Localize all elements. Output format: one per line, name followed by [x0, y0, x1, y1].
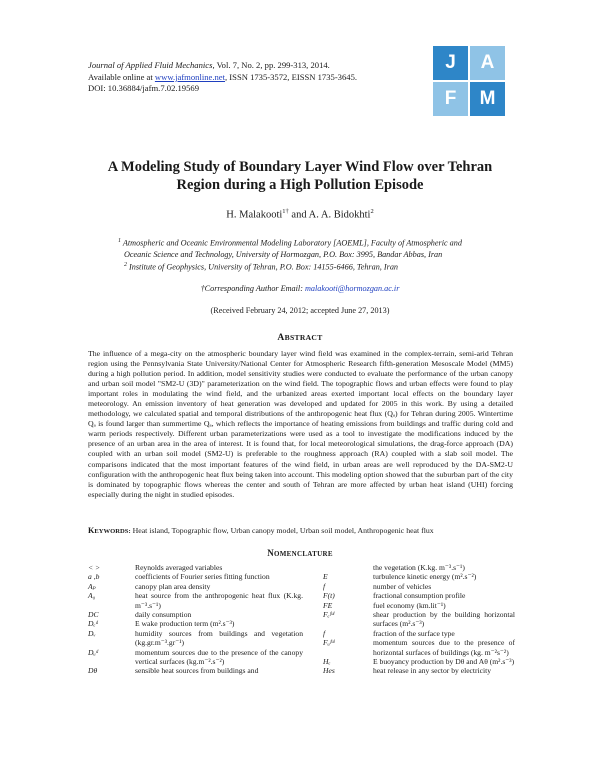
nomenclature-symbol: f — [323, 581, 326, 591]
nomenclature-symbol: Hes — [323, 666, 335, 676]
nomenclature-symbol: Dᵤᵈ — [88, 647, 99, 657]
nomenclature-entry — [323, 582, 515, 591]
affiliation-2-mark: 2 — [124, 261, 127, 268]
nomenclature-definition: fraction of the surface type — [373, 628, 455, 638]
nomenclature-entry — [88, 591, 303, 610]
nomenclature-left-column — [88, 563, 303, 676]
nomenclature-symbol: Hₑ — [323, 657, 331, 667]
abstract-text: The influence of a mega-city on the atmospheric boundary layer wind field was examined in the complex-terrain, semi-arid Tehran region using the Pennsylvania State University/National Center for Atmospheric Research fifth-generation Mesoscale Model (MM5) during a high pollution period. In addition, model sensitivity studies were conducted to evaluate the performance of the urban canopy and urban soil model "SM2-U (3D)" parameterization on the wind field. The topographic flows and urban effects were found to play important roles in modulating the wind field, and the urbanized areas exerted important local effects on the boundary layer meteorology. An emission inventory of heat generation was developed and updated for 2005 in this work. By using a detailed methodology, we calculated spatial and temporal distributions of the anthropogenic heat flux (Qₐ) for Tehran during 2005. Wintertime Qₐ is found larger than summertime Qₐ, which reflects the importance of heating emissions from buildings and traffic during cold and warm periods respectively. Different urban parameterizations were used as a tool to investigate the modifications induced by the presence of an urban area in the area of interest. It is found that, for local meteorological simulations, the drag-force approach (DA) coupled with an urban soil model (SM2-U) is preferable to the roughness approach (RA) coupled with a slab soil model. The comparisons indicated that the most important features of the wind field, in urban areas are well reproduced by the DA-SM2-U configuration with the anthropogenic heat flux being taken into account. This modeling option showed that the suburban part of the city is dominated by topographic flows whereas the center and south of Tehran are more affected by urban heat island (UHI) forcing especially during the night in studied episodes. — [88, 349, 513, 499]
nomenclature-symbol: Dθ — [88, 666, 98, 676]
received-dates: (Received February 24, 2012; accepted June 27, 2013) — [210, 306, 390, 315]
nomenclature-entry — [323, 572, 515, 581]
nomenclature-entry — [88, 610, 303, 619]
logo-tile-f: F — [433, 82, 468, 116]
nomenclature-right-column — [323, 563, 515, 676]
nomenclature-definition: fractional consumption profile — [373, 591, 466, 601]
nomenclature-definition: Reynolds averaged variables — [135, 563, 223, 572]
authors — [0, 208, 600, 221]
affiliation-1 — [118, 236, 508, 249]
nomenclature-entry — [88, 648, 303, 667]
nomenclature-heading-initial: N — [267, 548, 274, 558]
nomenclature-entry — [323, 610, 515, 629]
nomenclature-definition: number of vehicles — [373, 581, 432, 591]
journal-header — [88, 60, 428, 95]
nomenclature-symbol — [323, 563, 373, 572]
nomenclature-definition: sensible heat sources from buildings and — [135, 666, 259, 676]
nomenclature-heading — [0, 548, 600, 558]
nomenclature-definition: daily consumption — [135, 610, 192, 620]
nomenclature-symbol: F(t) — [323, 591, 335, 601]
author-1: H. Malakooti — [226, 209, 283, 221]
nomenclature-heading-rest: OMENCLATURE — [274, 550, 333, 558]
nomenclature-entry — [323, 563, 515, 572]
corresponding-label: †Corresponding Author Email: — [200, 284, 305, 293]
author-2: and A. A. Bidokhti — [288, 209, 371, 221]
doi: DOI: 10.36884/jafm.7.02.19569 — [88, 83, 199, 93]
journal-citation — [88, 60, 428, 72]
nomenclature-symbol: a ,b — [88, 572, 100, 582]
available-prefix: Available online at — [88, 71, 155, 82]
nomenclature-entry — [88, 619, 303, 628]
nomenclature-definition: humidity sources from buildings and vegetation (kg.gr.m⁻³.gr⁻¹) — [135, 628, 303, 648]
nomenclature-symbol: f — [323, 628, 326, 638]
nomenclature-symbol: Aₚ — [88, 581, 96, 591]
nomenclature-definition: heat source from the anthropogenic heat flux (K.kg. m⁻³.s⁻¹) — [135, 591, 303, 610]
logo-tile-a: A — [470, 46, 505, 80]
nomenclature-symbol: Dᵥ — [88, 628, 96, 638]
nomenclature-symbol: Fₑᶠᵘˡ — [323, 610, 335, 620]
nomenclature-entry — [323, 591, 515, 600]
nomenclature-symbol: A₀ — [88, 591, 96, 601]
nomenclature-symbol: DC — [88, 610, 99, 620]
paper-title — [60, 158, 540, 194]
issn: , ISSN 1735-3572, EISSN 1735-3645. — [225, 71, 358, 82]
corresponding-author — [0, 284, 600, 293]
title-line-2: Region during a High Pollution Episode — [176, 177, 424, 193]
nomenclature-symbol: < > — [88, 563, 101, 572]
keywords-text: Heat island, Topographic flow, Urban canopy model, Urban soil model, Anthropogenic heat flux — [130, 526, 434, 535]
nomenclature-symbol: FE — [323, 600, 333, 610]
keywords-label-rest: EYWORDS: — [94, 528, 131, 535]
affiliations — [118, 236, 508, 272]
nomenclature-definition: coefficients of Fourier series fitting function — [135, 572, 270, 582]
nomenclature-definition: E wake production term (m².s⁻³) — [135, 619, 235, 629]
nomenclature-definition: momentum sources due to the presence of horizontal surfaces of buildings (kg. m⁻²s⁻²) — [373, 638, 515, 657]
logo-tile-j: J — [433, 46, 468, 80]
keywords-label — [88, 526, 131, 535]
nomenclature-symbol: E — [323, 572, 328, 582]
author-1-mark: 1† — [282, 208, 289, 215]
keywords — [88, 526, 513, 537]
nomenclature-symbol: Dₑᵈ — [88, 619, 98, 629]
nomenclature-entry — [323, 629, 515, 638]
nomenclature-definition: shear production by the building horizontal surfaces (m².s⁻³) — [373, 610, 515, 629]
affiliation-1-line-2: Oceanic Science and Technology, University of Hormozgan, P.O. Box: 3995, Bandar Abbas, Iran — [124, 249, 443, 259]
journal-name: Journal of Applied Fluid Mechanics — [88, 60, 213, 70]
nomenclature-entry — [88, 572, 303, 581]
abstract-heading-initial: A — [277, 333, 285, 343]
nomenclature-entry — [88, 582, 303, 591]
nomenclature-definition: turbulence kinetic energy (m².s⁻²) — [373, 572, 477, 582]
abstract-heading — [0, 333, 600, 343]
nomenclature-entry — [323, 601, 515, 610]
nomenclature-entry — [323, 657, 515, 666]
keywords-label-initial: K — [88, 526, 95, 535]
nomenclature-entry — [323, 638, 515, 657]
nomenclature-symbol: Fᵤᶠᵘˡ — [323, 638, 335, 648]
nomenclature-definition: heat release in any sector by electricity — [373, 666, 492, 676]
corresponding-email[interactable]: malakooti@hormozgan.ac.ir — [304, 284, 400, 293]
nomenclature-definition: the vegetation (K.kg. m⁻³.s⁻¹) — [373, 563, 465, 572]
journal-volume: , Vol. 7, No. 2, pp. 299-313, 2014. — [212, 60, 330, 70]
nomenclature-entry — [88, 563, 303, 572]
logo-tile-m: M — [470, 82, 505, 116]
availability-line — [88, 72, 428, 84]
nomenclature-definition: canopy plan area density — [135, 581, 211, 591]
abstract-heading-rest: BSTRACT — [284, 333, 323, 342]
affiliation-2-text: Institute of Geophysics, University of Tehran, P.O. Box: 14155-6466, Tehran, Iran — [127, 262, 399, 272]
nomenclature-entry — [88, 629, 303, 648]
jafm-logo — [433, 46, 507, 118]
affiliation-1-mark: 1 — [118, 238, 121, 244]
affiliation-1-line-1: Atmospheric and Oceanic Environmental Modeling Laboratory [AOEML], Faculty of Atmospheric and — [121, 238, 462, 248]
nomenclature-definition: E buoyancy production by Dθ and Aθ (m².s⁻³) — [373, 657, 515, 667]
title-line-1: A Modeling Study of Boundary Layer Wind Flow over Tehran — [107, 159, 493, 175]
nomenclature-entry — [88, 666, 303, 675]
affiliation-2 — [118, 260, 508, 273]
journal-website-link[interactable]: www.jafmonline.net — [154, 71, 225, 82]
author-2-mark: 2 — [370, 208, 374, 215]
nomenclature-entry — [323, 666, 515, 675]
nomenclature-definition: fuel economy (km.lit⁻¹) — [373, 600, 446, 610]
nomenclature-definition: momentum sources due to the presence of the canopy vertical surfaces (kg.m⁻².s⁻²) — [135, 647, 303, 667]
